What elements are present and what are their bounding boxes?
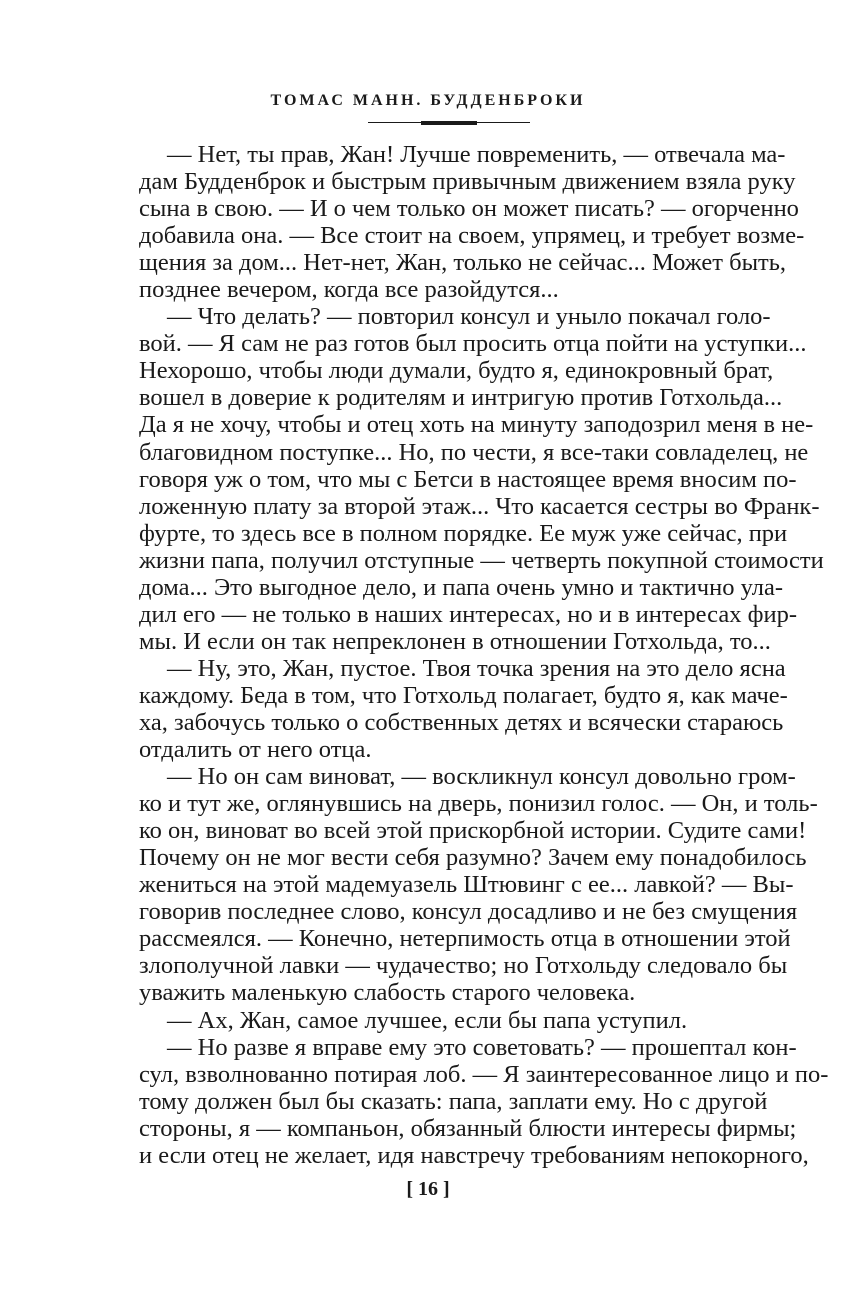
text-line: Почему он не мог вести себя разумно? Зачем ему понадобилось xyxy=(139,844,807,872)
text-line: фурте, то здесь все в полном порядке. Ее муж уже сейчас, при xyxy=(139,519,788,547)
text-line: Да я не хочу, чтобы и отец хоть на минуту заподозрил меня в не- xyxy=(139,411,814,439)
text-line: уважить маленькую слабость старого человека. xyxy=(139,979,636,1007)
running-title: ТОМАС МАНН. БУДДЕНБРОКИ xyxy=(270,92,586,109)
text-line: ко он, виноват во всей этой прискорбной истории. Судите сами! xyxy=(139,817,807,845)
text-line: — Ах, Жан, самое лучшее, если бы папа уступил. xyxy=(167,1006,688,1034)
text-line: добавила она. — Все стоит на своем, упрямец, и требует возме- xyxy=(139,222,805,250)
body-text xyxy=(139,141,829,1169)
page-number: [ 16 ] xyxy=(406,1178,450,1200)
text-line: жизни папа, получил отступные — четверть покупной стоимости xyxy=(139,546,824,574)
text-line: сына в свою. — И о чем только он может писать? — огорченно xyxy=(139,195,799,223)
text-line: — Нет, ты прав, Жан! Лучше повременить, — отвечала ма- xyxy=(167,141,786,168)
text-line: мы. И если он так непреклонен в отношении Готхольда, то... xyxy=(139,627,771,655)
text-line: злополучной лавки — чудачество; но Готхольду следовало бы xyxy=(139,952,788,980)
text-line: говорив последнее слово, консул досадливо и не без смущения xyxy=(139,898,798,926)
text-line: и если отец не желает, идя навстречу требованиям непокорного, xyxy=(139,1141,809,1169)
text-line: Нехорошо, чтобы люди думали, будто я, единокровный брат, xyxy=(139,357,774,385)
text-line: дил его — не только в наших интересах, но и в интересах фир- xyxy=(139,600,797,628)
text-line: отдалить от него отца. xyxy=(139,736,372,764)
text-line: сул, взволнованно потирая лоб. — Я заинтересованное лицо и по- xyxy=(139,1060,829,1088)
text-line: вошел в доверие к родителям и интригую против Готхольда... xyxy=(139,384,783,412)
text-line: щения за дом... Нет-нет, Жан, только не сейчас... Может быть, xyxy=(139,249,787,277)
text-line: ха, забочусь только о собственных детях и всячески стараюсь xyxy=(139,708,784,736)
text-line: тому должен был бы сказать: папа, заплати ему. Но с другой xyxy=(139,1087,768,1115)
text-line: рассмеялся. — Конечно, нетерпимость отца в отношении этой xyxy=(139,925,791,953)
text-line: — Что делать? — повторил консул и уныло покачал голо- xyxy=(167,303,771,331)
text-line: каждому. Беда в том, что Готхольд полагает, будто я, как маче- xyxy=(139,681,788,709)
text-line: вой. — Я сам не раз готов был просить отца пойти на уступки... xyxy=(139,330,807,358)
text-line: позднее вечером, когда все разойдутся... xyxy=(139,276,559,304)
text-line: — Но разве я вправе ему это советовать? — прошептал кон- xyxy=(167,1033,797,1061)
text-line: говоря уж о том, что мы с Бетси в настоящее время вносим по- xyxy=(139,465,797,493)
header-rule-accent xyxy=(421,121,477,125)
text-line: — Ну, это, Жан, пустое. Твоя точка зрения на это дело ясна xyxy=(167,654,786,682)
text-line: благовидном поступке... Но, по чести, я все-таки совладелец, не xyxy=(139,438,809,466)
text-line: дома... Это выгодное дело, и папа очень умно и тактично ула- xyxy=(139,573,783,601)
text-line: ложенную плату за второй этаж... Что касается сестры во Франк- xyxy=(139,492,820,520)
text-line: дам Будденброк и быстрым привычным движением взяла руку xyxy=(139,168,796,196)
text-line: — Но он сам виноват, — воскликнул консул довольно гром- xyxy=(167,763,796,791)
text-line: стороны, я — компаньон, обязанный блюсти интересы фирмы; xyxy=(139,1114,797,1142)
text-line: ко и тут же, оглянувшись на дверь, понизил голос. — Он, и толь- xyxy=(139,790,818,818)
text-line: жениться на этой мадемуазель Штювинг с ее... лавкой? — Вы- xyxy=(139,871,794,899)
